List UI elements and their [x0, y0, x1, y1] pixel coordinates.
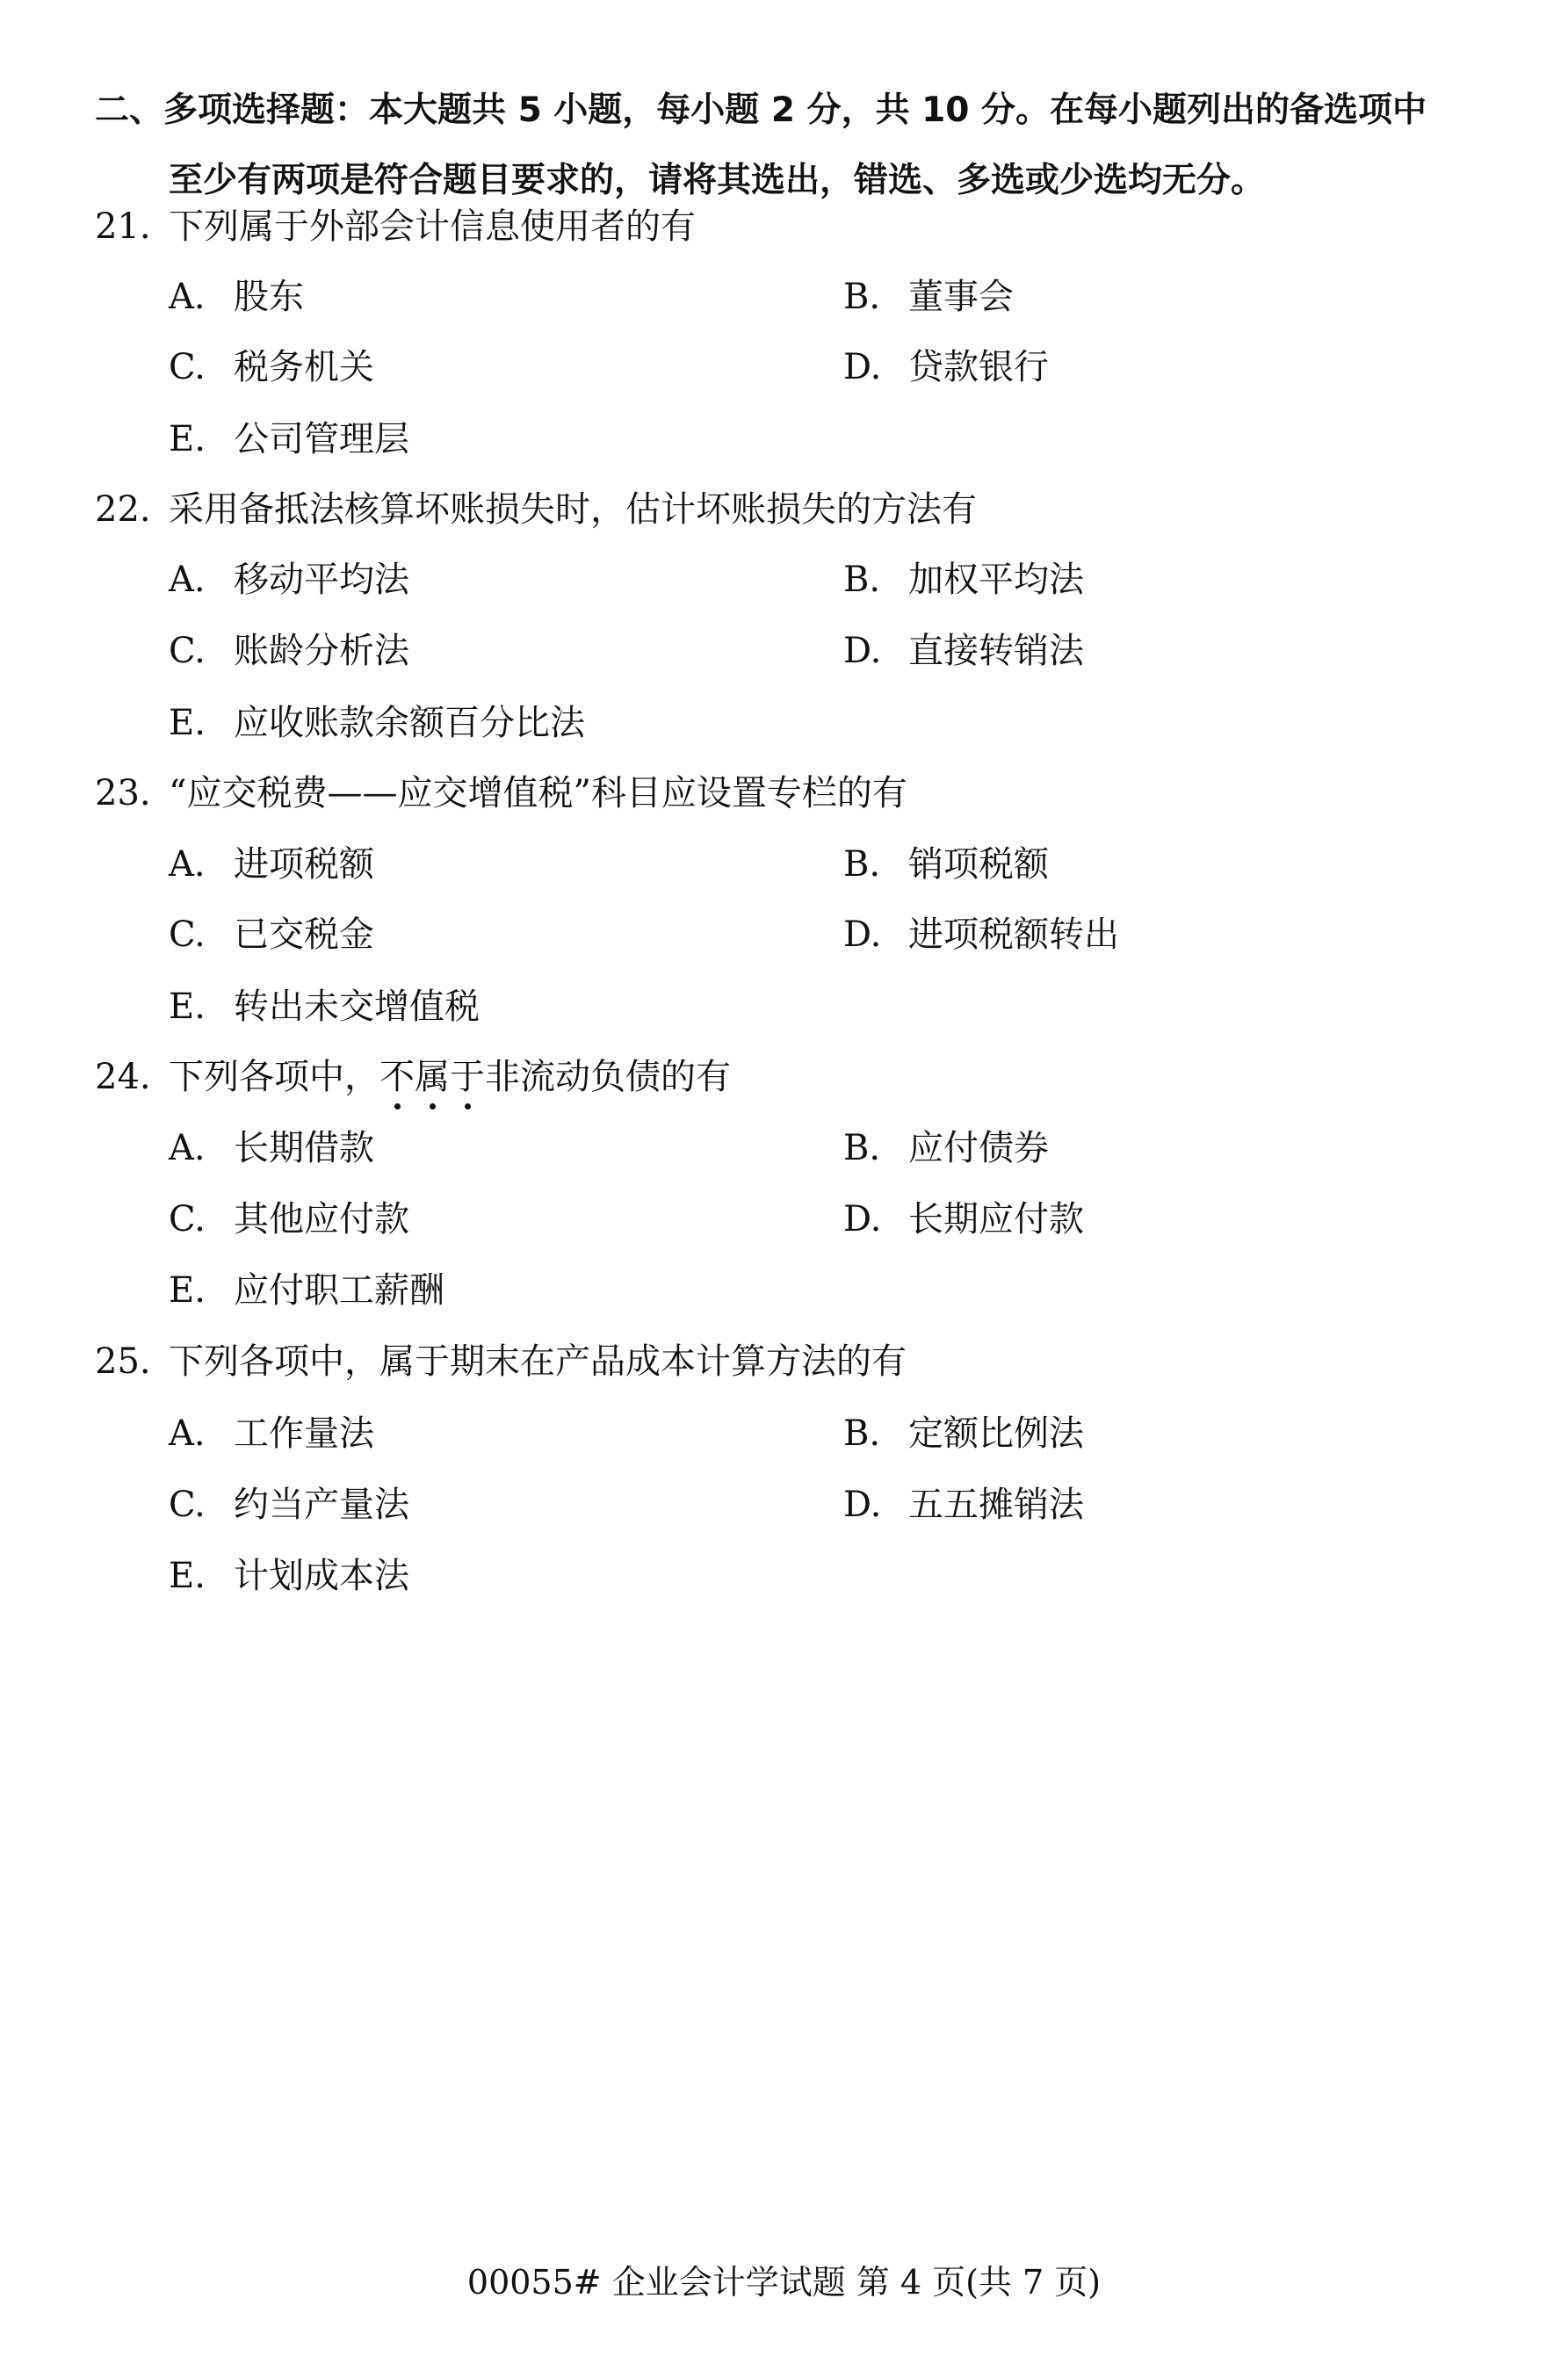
option-letter: B. — [843, 560, 881, 600]
question-number: 25. — [95, 1341, 151, 1382]
option-letter: A. — [169, 277, 206, 317]
option-text: 约当产量法 — [234, 1485, 409, 1525]
option-25-d — [843, 1480, 1084, 1529]
question-stem — [169, 1052, 731, 1102]
option-text: 进项税额转出 — [908, 914, 1119, 955]
option-letter: D. — [843, 914, 882, 955]
option-text: 移动平均法 — [234, 560, 409, 600]
option-text: 已交税金 — [234, 914, 374, 955]
option-letter: B. — [843, 1413, 881, 1454]
stem-text-before: 下列各项中， — [169, 1057, 379, 1097]
option-letter: C. — [169, 1199, 206, 1240]
option-text: 股东 — [234, 277, 304, 317]
option-23-c — [169, 910, 374, 959]
option-25-b — [843, 1409, 1084, 1458]
option-text: 贷款银行 — [908, 347, 1049, 387]
option-21-b — [843, 272, 1014, 322]
option-letter: A. — [169, 1413, 206, 1454]
option-text: 税务机关 — [234, 347, 374, 387]
option-24-b — [843, 1124, 1049, 1173]
option-21-e — [169, 415, 409, 464]
option-text: 加权平均法 — [908, 560, 1084, 600]
option-letter: D. — [843, 1485, 882, 1525]
question-stem: 采用备抵法核算坏账损失时，估计坏账损失的方法有 — [169, 489, 977, 530]
option-22-e — [169, 698, 585, 748]
option-text: 直接转销法 — [908, 631, 1084, 671]
option-letter: A. — [169, 560, 206, 600]
option-letter: B. — [843, 844, 881, 885]
option-letter: D. — [843, 1199, 882, 1240]
option-text: 董事会 — [908, 277, 1014, 317]
option-25-a — [169, 1409, 374, 1458]
section-instructions-line1: 二、多项选择题：本大题共 5 小题，每小题 2 分，共 10 分。在每小题列出的备选项中 — [95, 90, 1427, 130]
option-letter: E. — [169, 703, 206, 743]
option-25-e — [169, 1551, 409, 1601]
option-letter: E. — [169, 419, 206, 459]
option-text: 应付职工薪酬 — [234, 1270, 444, 1311]
option-22-c — [169, 626, 409, 676]
option-24-e — [169, 1266, 444, 1315]
option-text: 转出未交增值税 — [234, 987, 480, 1027]
option-text: 五五摊销法 — [908, 1485, 1084, 1525]
option-text: 应付债券 — [908, 1128, 1049, 1168]
option-letter: E. — [169, 1556, 206, 1596]
option-21-c — [169, 343, 374, 392]
option-text: 进项税额 — [234, 844, 374, 885]
option-23-e — [169, 982, 480, 1031]
question-number: 23. — [95, 773, 151, 813]
option-text: 定额比例法 — [908, 1413, 1084, 1454]
option-22-a — [169, 555, 409, 604]
option-text: 长期应付款 — [908, 1199, 1084, 1240]
question-number: 22. — [95, 489, 151, 530]
option-22-b — [843, 555, 1084, 604]
question-25 — [95, 1337, 1483, 1386]
option-letter: C. — [169, 347, 206, 387]
question-24 — [95, 1052, 1483, 1102]
option-text: 公司管理层 — [234, 419, 409, 459]
emphasis-char: 属 — [415, 1057, 450, 1097]
option-letter: E. — [169, 987, 206, 1027]
section-heading — [95, 76, 1527, 216]
option-text: 账龄分析法 — [234, 631, 409, 671]
option-23-a — [169, 840, 374, 889]
option-text: 工作量法 — [234, 1413, 374, 1454]
option-letter: A. — [169, 844, 206, 885]
option-text: 其他应付款 — [234, 1199, 409, 1240]
option-21-a — [169, 272, 304, 322]
option-text: 计划成本法 — [234, 1556, 409, 1596]
option-text: 销项税额 — [908, 844, 1049, 885]
question-21 — [95, 202, 1483, 251]
stem-text-after: 非流动负债的有 — [485, 1057, 731, 1097]
question-number: 21. — [95, 206, 151, 247]
option-letter: C. — [169, 631, 206, 671]
option-23-b — [843, 840, 1049, 889]
option-letter: D. — [843, 631, 882, 671]
section-instructions-line2: 至少有两项是符合题目要求的，请将其选出，错选、多选或少选均无分。 — [169, 161, 1266, 200]
option-letter: D. — [843, 347, 882, 387]
option-21-d — [843, 343, 1049, 392]
emphasis-char: 于 — [450, 1057, 485, 1097]
option-24-c — [169, 1195, 409, 1244]
option-letter: B. — [843, 1128, 881, 1168]
question-22 — [95, 485, 1483, 534]
page-footer: 00055# 企业会计学试题 第 4 页(共 7 页) — [466, 2263, 1102, 2302]
question-23 — [95, 769, 1483, 818]
emphasis-char: 不 — [379, 1057, 415, 1097]
option-letter: A. — [169, 1128, 206, 1168]
option-letter: C. — [169, 914, 206, 955]
question-stem: 下列属于外部会计信息使用者的有 — [169, 206, 696, 247]
question-number: 24. — [95, 1057, 151, 1097]
question-stem: “应交税费——应交增值税”科目应设置专栏的有 — [169, 773, 907, 813]
option-24-d — [843, 1195, 1084, 1244]
option-letter: E. — [169, 1270, 206, 1311]
option-text: 长期借款 — [234, 1128, 374, 1168]
option-25-c — [169, 1480, 409, 1529]
question-stem: 下列各项中，属于期末在产品成本计算方法的有 — [169, 1341, 907, 1382]
option-text: 应收账款余额百分比法 — [234, 703, 585, 743]
option-letter: B. — [843, 277, 881, 317]
option-22-d — [843, 626, 1084, 676]
option-24-a — [169, 1124, 374, 1173]
option-23-d — [843, 910, 1119, 959]
option-letter: C. — [169, 1485, 206, 1525]
